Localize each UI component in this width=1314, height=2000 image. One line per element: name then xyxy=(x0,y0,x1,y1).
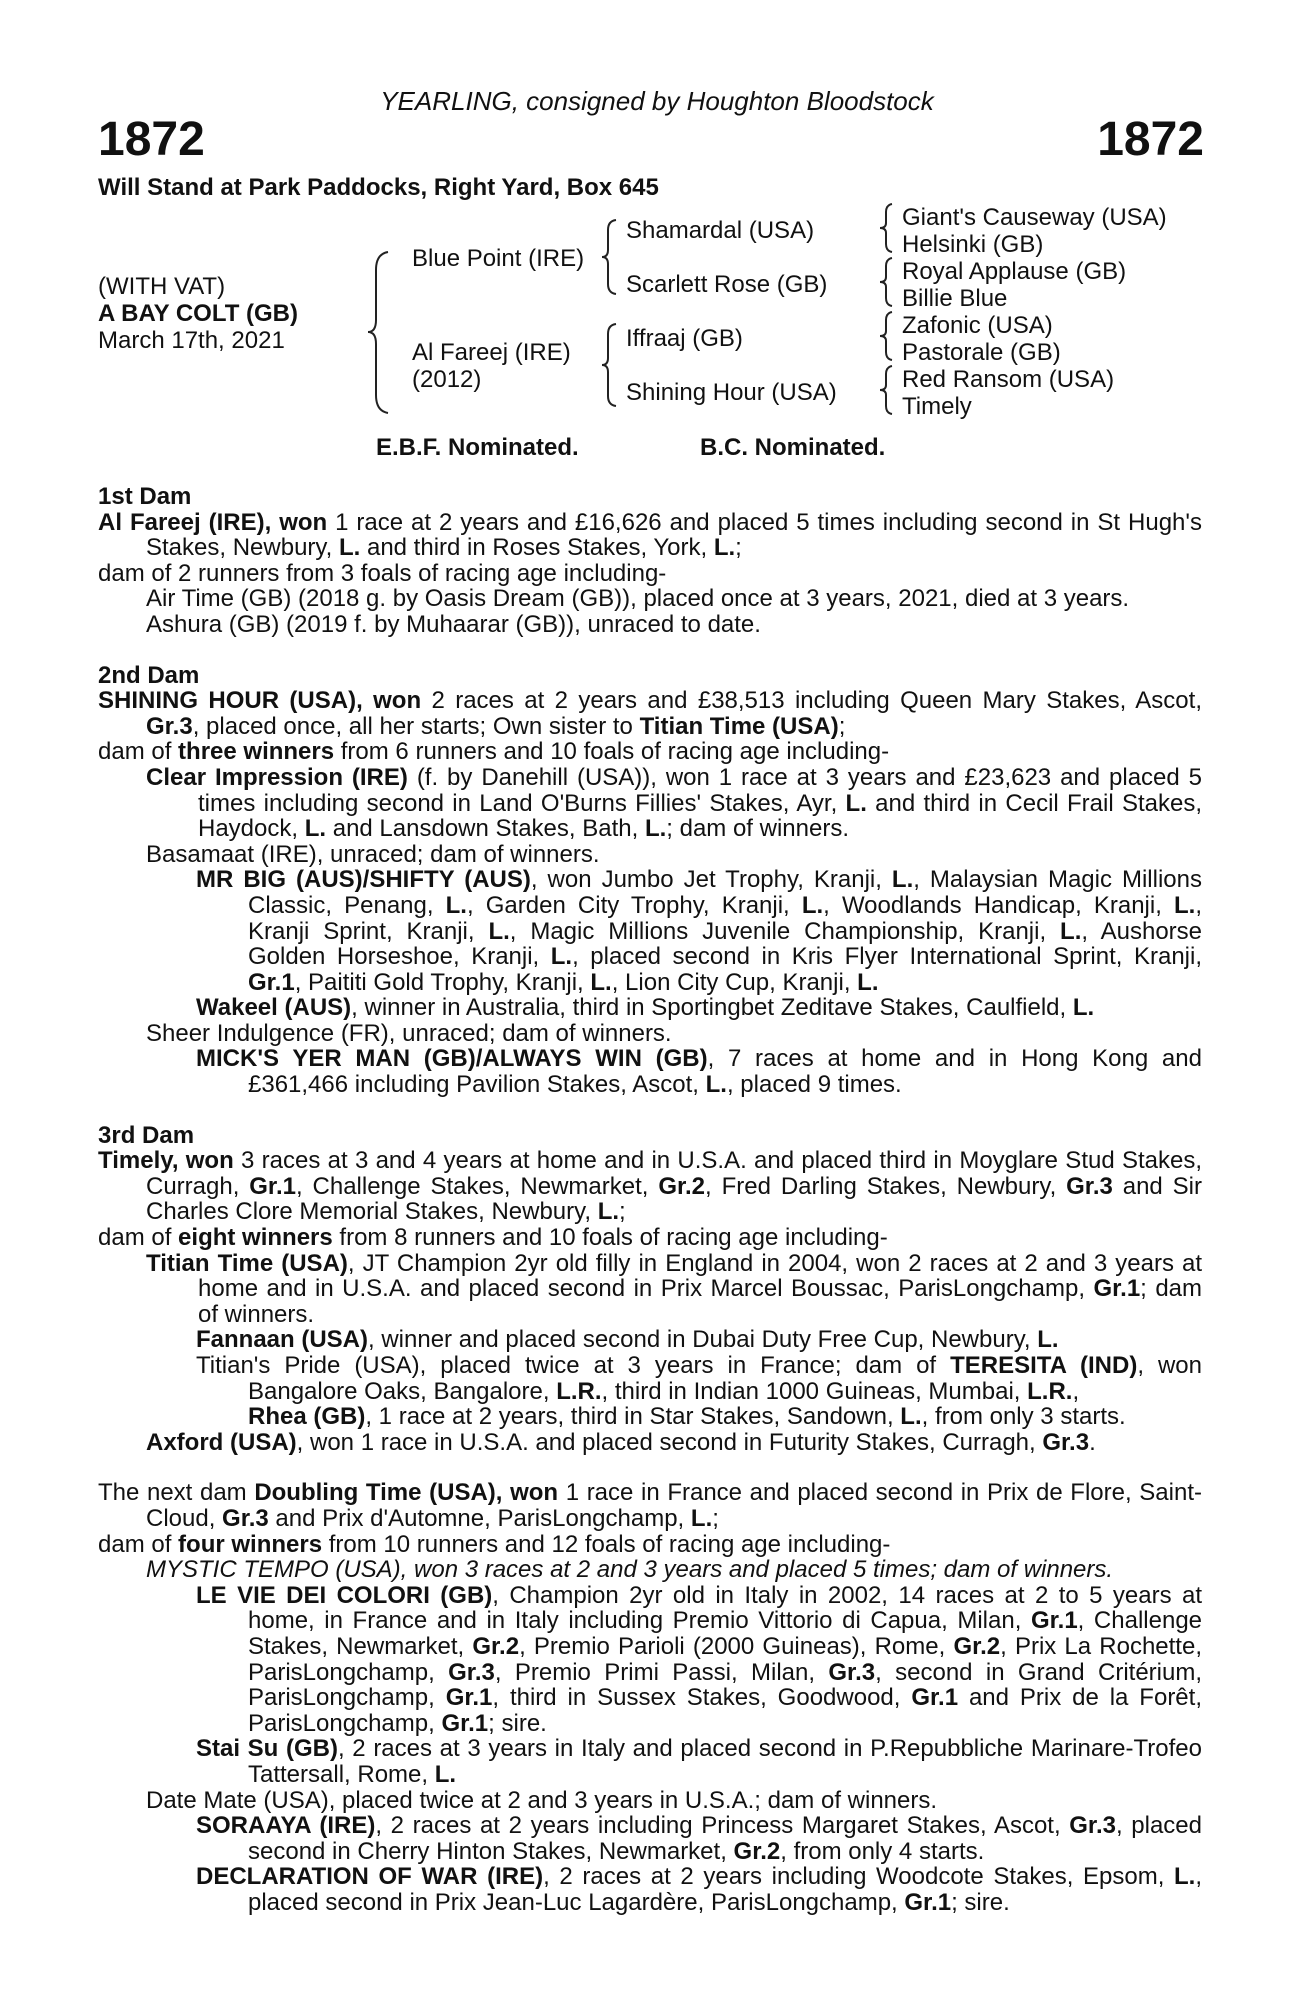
sd-sire: Royal Applause (GB) xyxy=(902,258,1127,285)
produce-stai-su: Stai Su (GB), 2 races at 3 years in Italy and placed second in P.Repubbliche Marinare-Trofeo Tattersall, Rome, L. xyxy=(196,1735,1202,1788)
third-dam-heading: 3rd Dam xyxy=(98,1121,195,1149)
third-dam-record: Timely, won 3 races at 3 and 4 years at home and in U.S.A. and placed third in Moyglare Stud Stakes, Curragh, Gr.1, Challenge Stakes, Newmarket, Gr.2, Fred Darling Stakes, Newbury, Gr.3 and Sir Charles Clore Memorial Stakes, Newbury, L.; xyxy=(98,1147,1203,1226)
second-dam-produce-summary: dam of three winners from 6 runners and 10 foals of racing age including- xyxy=(98,738,890,766)
brace-dam-line xyxy=(600,322,620,408)
produce-titians-pride: Titian's Pride (USA), placed twice at 3 years in France; dam of TERESITA (IND), won Bangalore Oaks, Bangalore, L.R., third in Indian 1000 Guineas, Mumbai, L.R., xyxy=(196,1352,1202,1405)
vat-note: (WITH VAT) xyxy=(98,273,226,300)
brace-gen1 xyxy=(366,250,396,415)
lot-number-right: 1872 xyxy=(1097,113,1204,166)
produce-le-vie-dei-colori: LE VIE DEI COLORI (GB), Champion 2yr old in Italy in 2002, 14 races at 2 to 5 years at home, in France and in Italy including Premio Vittorio di Capua, Milan, Gr.1, Challenge Stakes, Newmarket, Gr.2, Premio Parioli (2000 Guineas), Rome, Gr.2, Prix La Rochette, ParisLongchamp, Gr.3, Premio Primi Passi, Milan, Gr.3, second in Grand Critérium, ParisLongchamp, Gr.1, third in Sussex Stakes, Goodwood, Gr.1 and Prix de la Forêt, ParisLongchamp, Gr.1; sire. xyxy=(196,1581,1203,1737)
horse-name: A BAY COLT (GB) xyxy=(98,300,299,327)
first-dam-heading: 1st Dam xyxy=(98,483,192,510)
next-dam-produce-summary: dam of four winners from 10 runners and 12 foals of racing age including- xyxy=(98,1530,891,1558)
consignor-line: YEARLING, consigned by Houghton Bloodstock xyxy=(380,86,934,116)
second-dam-record: SHINING HOUR (USA), won 2 races at 2 years and £38,513 including Queen Mary Stakes, Ascot, Gr.3, placed once, all her starts; Own sister to Titian Time (USA); xyxy=(98,687,1202,740)
ebf-nomination: E.B.F. Nominated. xyxy=(376,434,579,461)
dd-dam: Timely xyxy=(902,393,972,420)
sd-dam: Billie Blue xyxy=(902,285,1008,312)
produce-air-time: Air Time (GB) (2018 g. by Oasis Dream (GB)), placed once at 3 years, 2021, died at 3 years. xyxy=(146,585,1130,613)
brace-sire-line xyxy=(600,218,620,296)
stabling-location: Will Stand at Park Paddocks, Right Yard, Box 645 xyxy=(98,174,659,201)
produce-date-mate: Date Mate (USA), placed twice at 2 and 3 years in U.S.A.; dam of winners. xyxy=(146,1786,938,1814)
dam-name: Al Fareej (IRE) xyxy=(412,339,571,366)
produce-wakeel: Wakeel (AUS), winner in Australia, third in Sportingbet Zeditave Stakes, Caulfield, L. xyxy=(196,994,1095,1022)
produce-mr-big: MR BIG (AUS)/SHIFTY (AUS), won Jumbo Jet Trophy, Kranji, L., Malaysian Magic Millions Classic, Penang, L., Garden City Trophy, Kranji, L., Woodlands Handicap, Kranji, L., Kranji Sprint, Kranji, L., Magic Millions Juvenile Championship, Kranji, L., Aushorse Golden Horseshoe, Kranji, L., placed second in Kris Flyer International Sprint, Kranji, Gr.1, Paititi Gold Trophy, Kranji, L., Lion City Cup, Kranji, L. xyxy=(196,866,1203,996)
sire-dam: Scarlett Rose (GB) xyxy=(626,271,828,298)
produce-basamaat: Basamaat (IRE), unraced; dam of winners. xyxy=(146,840,600,868)
ds-sire: Zafonic (USA) xyxy=(902,312,1053,339)
sire-name: Blue Point (IRE) xyxy=(412,245,585,272)
next-dam-record: The next dam Doubling Time (USA), won 1 race in France and placed second in Prix de Flore, Saint-Cloud, Gr.3 and Prix d'Automne, ParisLongchamp, L.; xyxy=(98,1479,1202,1532)
brace-dd xyxy=(878,364,896,416)
first-dam-produce-summary: dam of 2 runners from 3 foals of racing age including- xyxy=(98,559,667,587)
brace-sd xyxy=(878,256,896,308)
ds-dam: Pastorale (GB) xyxy=(902,339,1061,366)
third-dam-produce-summary: dam of eight winners from 8 runners and 10 foals of racing age including- xyxy=(98,1224,888,1252)
produce-rhea: Rhea (GB), 1 race at 2 years, third in Star Stakes, Sandown, L., from only 3 starts. xyxy=(248,1403,1126,1431)
produce-declaration-of-war: DECLARATION OF WAR (IRE), 2 races at 2 years including Woodcote Stakes, Epsom, L., placed second in Prix Jean-Luc Lagardère, ParisLongchamp, Gr.1; sire. xyxy=(196,1863,1202,1916)
ss-dam: Helsinki (GB) xyxy=(902,231,1044,258)
produce-axford: Axford (USA), won 1 race in U.S.A. and placed second in Futurity Stakes, Curragh, Gr.3. xyxy=(146,1428,1096,1456)
produce-fannaan: Fannaan (USA), winner and placed second in Dubai Duty Free Cup, Newbury, L. xyxy=(196,1326,1059,1354)
bc-nomination: B.C. Nominated. xyxy=(700,434,886,461)
ss-sire: Giant's Causeway (USA) xyxy=(902,204,1167,231)
first-dam-record: Al Fareej (IRE), won 1 race at 2 years and £16,626 and placed 5 times including second in St Hugh's Stakes, Newbury, L. and third in Roses Stakes, York, L.; xyxy=(98,508,1202,562)
brace-ss xyxy=(878,202,896,254)
brace-ds xyxy=(878,310,896,362)
sire-sire: Shamardal (USA) xyxy=(626,217,815,244)
produce-sheer-indulgence: Sheer Indulgence (FR), unraced; dam of winners. xyxy=(146,1019,672,1047)
produce-record xyxy=(98,484,1202,1915)
dam-dam: Shining Hour (USA) xyxy=(626,379,837,406)
produce-titian-time: Titian Time (USA), JT Champion 2yr old filly in England in 2004, won 2 races at 2 and 3 years at home and in U.S.A. and placed second in Prix Marcel Boussac, ParisLongchamp, Gr.1; dam of winners. xyxy=(146,1249,1203,1328)
produce-ashura: Ashura (GB) (2019 f. by Muhaarar (GB)), unraced to date. xyxy=(146,610,761,638)
produce-soraaya: SORAAYA (IRE), 2 races at 2 years including Princess Margaret Stakes, Ascot, Gr.3, placed second in Cherry Hinton Stakes, Newmarket, Gr.2, from only 4 starts. xyxy=(196,1812,1202,1865)
produce-clear-impression: Clear Impression (IRE) (f. by Danehill (USA)), won 1 race at 3 years and £23,623 and placed 5 times including second in Land O'Burns Fillies' Stakes, Ayr, L. and third in Cecil Frail Stakes, Haydock, L. and Lansdown Stakes, Bath, L.; dam of winners. xyxy=(146,763,1203,843)
produce-micks-yer-man: MICK'S YER MAN (GB)/ALWAYS WIN (GB), 7 races at home and in Hong Kong and £361,466 including Pavilion Stakes, Ascot, L., placed 9 times. xyxy=(196,1045,1202,1099)
dd-sire: Red Ransom (USA) xyxy=(902,366,1115,393)
lot-number-left: 1872 xyxy=(98,113,205,166)
second-dam-heading: 2nd Dam xyxy=(98,661,200,689)
dam-sire: Iffraaj (GB) xyxy=(626,325,743,352)
dam-year: (2012) xyxy=(412,366,482,393)
produce-mystic-tempo: MYSTIC TEMPO (USA), won 3 races at 2 and 3 years and placed 5 times; dam of winners. xyxy=(146,1556,1114,1584)
foaling-date: March 17th, 2021 xyxy=(98,327,285,354)
